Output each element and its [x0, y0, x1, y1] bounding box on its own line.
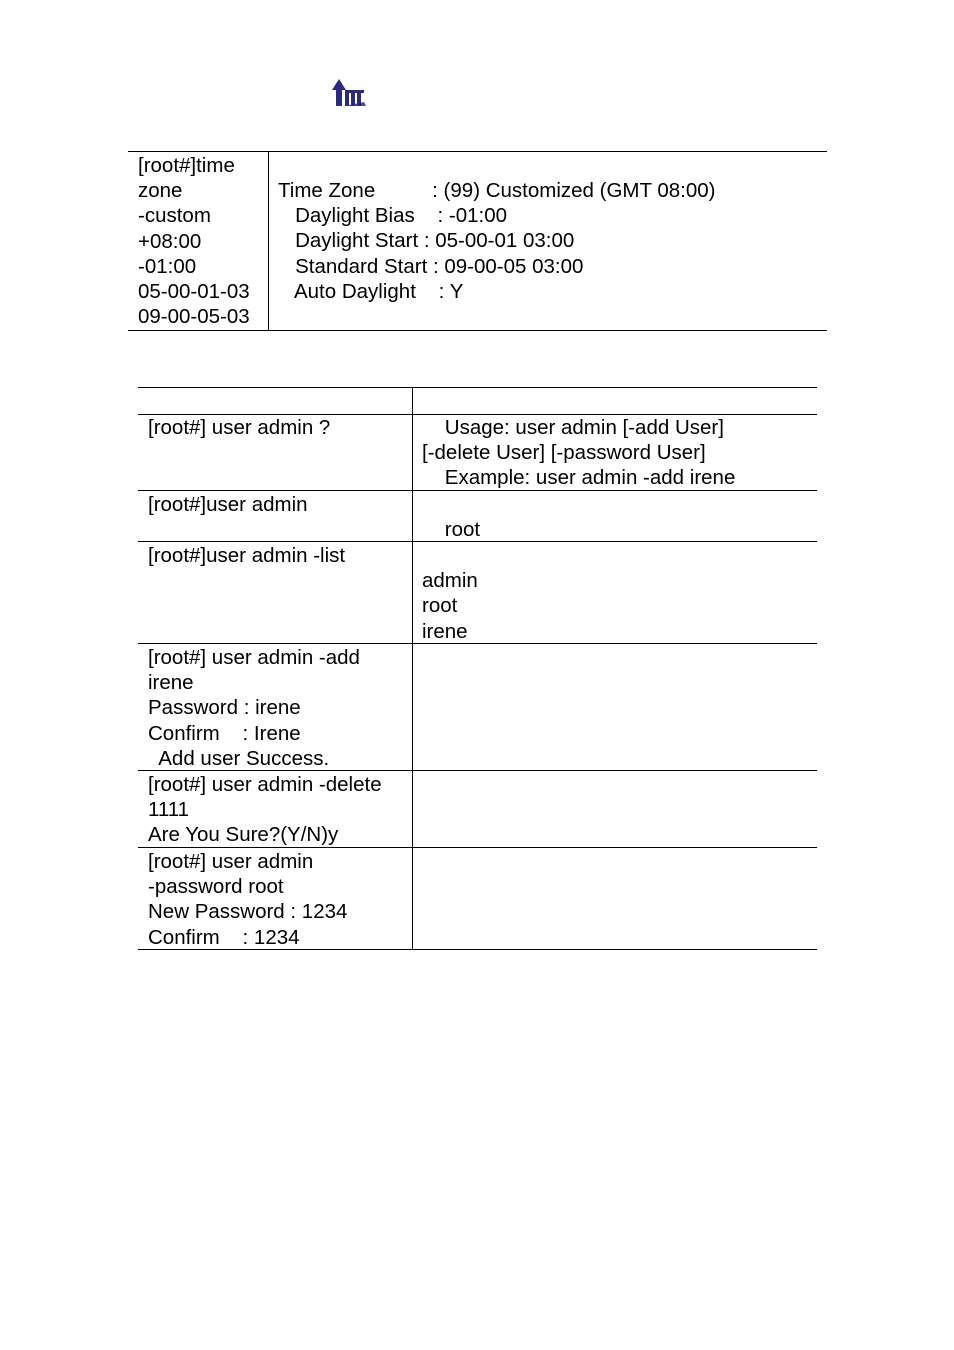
- text-line: New Password : 1234: [148, 900, 348, 924]
- command-text: [148, 772, 382, 848]
- text-line: [root#] user admin -delete: [148, 773, 382, 796]
- text-line: -01:00: [138, 254, 197, 278]
- text-line: 1111: [148, 798, 190, 822]
- text-line: 05-00-01-03: [138, 279, 250, 303]
- text-line: 09-00-05-03: [138, 305, 250, 329]
- text-line: [422, 492, 480, 517]
- text-line: admin: [422, 569, 478, 593]
- command-text: [148, 492, 308, 517]
- text-line: Add user Success.: [148, 746, 330, 770]
- text-line: Confirm : Irene: [148, 721, 301, 745]
- table-row: [138, 414, 817, 491]
- timezone-command-cell: [128, 152, 269, 330]
- text-line: zone: [138, 179, 183, 203]
- text-line: Daylight Bias : -01:00: [278, 204, 508, 228]
- command-text: [148, 849, 347, 950]
- output-cell: [413, 388, 817, 414]
- command-text: [148, 415, 330, 440]
- text-line: irene: [422, 619, 468, 643]
- text-line: [root#] user admin: [148, 850, 314, 873]
- command-text: [138, 153, 250, 329]
- command-cell: [138, 388, 413, 414]
- timezone-output-cell: [269, 152, 827, 330]
- text-line: irene: [148, 671, 194, 695]
- output-cell: [413, 771, 817, 847]
- text-line: [root#] user admin -add: [148, 646, 360, 669]
- command-cell: [138, 848, 413, 949]
- text-line: [-delete User] [-password User]: [422, 441, 706, 465]
- table-row: [138, 771, 817, 848]
- company-logo-icon: [330, 77, 368, 109]
- text-line: [root#] user admin ?: [148, 416, 331, 439]
- table-row: [138, 542, 817, 644]
- table-row: [138, 491, 817, 542]
- command-text: [148, 543, 345, 568]
- command-cell: [138, 644, 413, 770]
- text-line: Time Zone : (99) Customized (GMT 08:00): [278, 179, 716, 202]
- text-line: [root#]time: [138, 154, 235, 177]
- text-line: Auto Daylight : Y: [278, 279, 464, 303]
- table-row: [138, 644, 817, 771]
- text-line: [422, 543, 478, 568]
- output-text: [422, 415, 735, 491]
- output-text: [278, 178, 715, 304]
- output-cell: [413, 542, 817, 643]
- text-line: Usage: user admin [-add User]: [422, 416, 724, 439]
- text-line: Confirm : 1234: [148, 925, 300, 949]
- command-cell: [138, 771, 413, 847]
- text-line: root: [422, 594, 458, 618]
- text-line: -password root: [148, 875, 284, 899]
- text-line: [root#]user admin: [148, 493, 308, 516]
- table-row: [138, 387, 817, 415]
- text-line: Example: user admin -add irene: [422, 466, 736, 490]
- user-admin-command-table: [138, 387, 817, 950]
- command-cell: [138, 491, 413, 541]
- output-cell: [413, 848, 817, 949]
- timezone-command-table: [128, 151, 827, 331]
- text-line: Password : irene: [148, 696, 301, 720]
- command-cell: [138, 414, 413, 490]
- table-row: [138, 848, 817, 950]
- text-line: Daylight Start : 05-00-01 03:00: [278, 229, 575, 253]
- text-line: root: [422, 518, 481, 542]
- text-line: Are You Sure?(Y/N)y: [148, 823, 339, 847]
- command-text: [148, 645, 360, 771]
- output-cell: [413, 414, 817, 490]
- text-line: Standard Start : 09-00-05 03:00: [278, 254, 584, 278]
- output-cell: [413, 644, 817, 770]
- output-text: [422, 543, 478, 644]
- text-line: -custom: [138, 204, 211, 228]
- output-text: [422, 492, 480, 542]
- text-line: [root#]user admin -list: [148, 544, 346, 567]
- command-cell: [138, 542, 413, 643]
- text-line: +08:00: [138, 229, 202, 253]
- output-cell: [413, 491, 817, 541]
